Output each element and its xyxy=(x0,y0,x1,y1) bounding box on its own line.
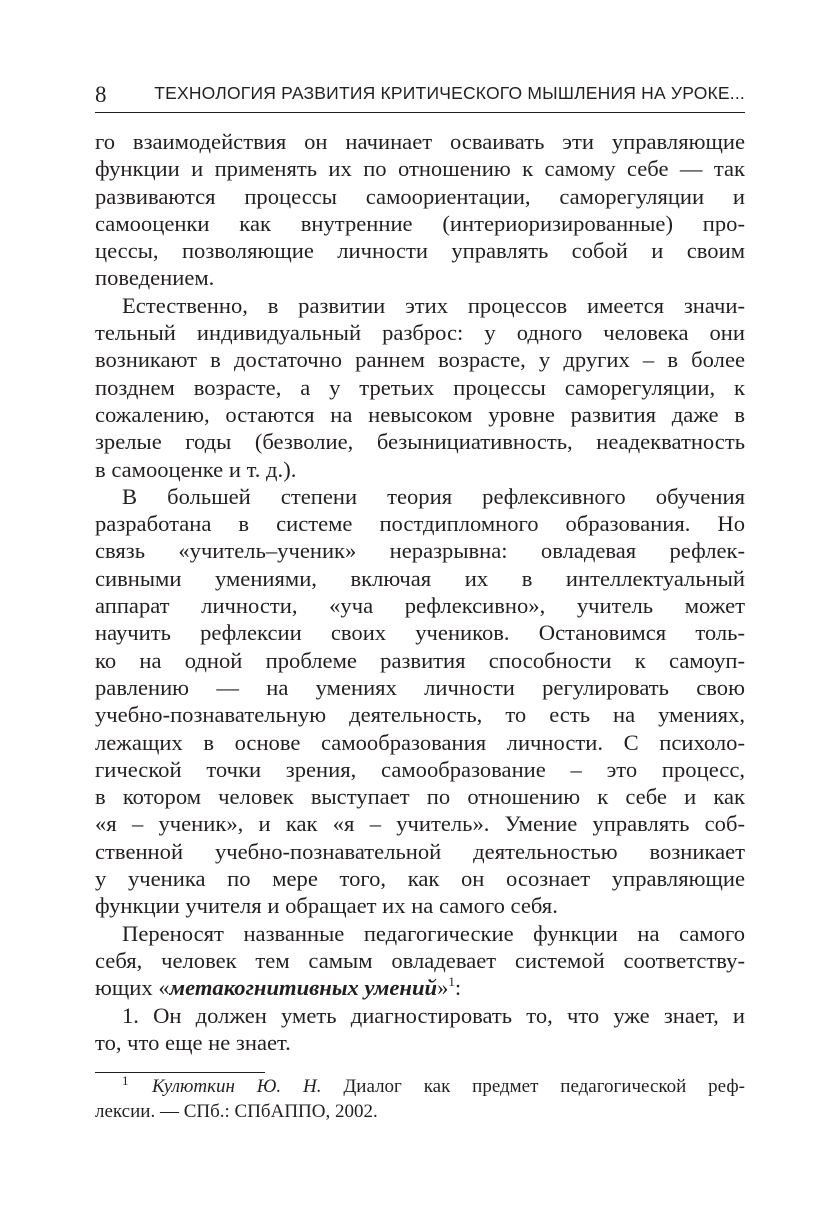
text-line: цессы, позволяющие личности управлять собой и своим xyxy=(95,238,745,264)
footnote-text: Диалог как предмет педагогической реф- xyxy=(321,1076,745,1097)
text-line xyxy=(95,974,745,1001)
text-line: ственной учебно-познавательной деятельностью возникает xyxy=(95,838,745,864)
text-line: «я – ученик», и как «я – учитель». Умение управлять соб- xyxy=(95,811,745,837)
text-line: тельный индивидуальный разброс: у одного человека они xyxy=(95,320,745,346)
text-line: то, что еще не знает. xyxy=(95,1029,291,1055)
paragraph-5 xyxy=(95,1002,745,1057)
footnote xyxy=(95,1074,745,1124)
text-line: сожалению, остаются на невысоком уровне развития даже в xyxy=(95,401,745,427)
page-number: 8 xyxy=(95,82,107,107)
text-line: гической точки зрения, самообразование – это процесс, xyxy=(95,756,745,782)
text-line: позднем возрасте, а у третьих процессы саморегуляции, к xyxy=(95,374,745,400)
footnote-author: Кулюткин Ю. Н. xyxy=(152,1076,322,1097)
text-line: себя, человек тем самым овладевает системой соответству- xyxy=(95,947,745,973)
text-line: лежащих в основе самообразования личности. С психоло- xyxy=(95,729,745,755)
text-line: равлению — на умениях личности регулировать свою xyxy=(95,674,745,700)
text-line: Естественно, в развитии этих процессов имеется значи- xyxy=(122,292,745,318)
text-fragment: ющих « xyxy=(95,975,170,1001)
text-line: научить рефлексии своих учеников. Остановимся толь- xyxy=(95,620,745,646)
text-line: поведением. xyxy=(95,265,215,291)
running-title: ТЕХНОЛОГИЯ РАЗВИТИЯ КРИТИЧЕСКОГО МЫШЛЕНИЯ НА УРОКЕ... xyxy=(154,83,745,103)
paragraph-3 xyxy=(95,483,745,920)
text-line: учебно-познавательную деятельность, то есть на умениях, xyxy=(95,702,745,728)
text-line: у ученика по мере того, как он осознает управляющие xyxy=(95,866,745,892)
footnote-reference[interactable]: 1 xyxy=(448,974,455,990)
text-line: самооценки как внутренние (интериоризированные) про- xyxy=(95,210,745,236)
text-line: возникают в достаточно раннем возрасте, у других – в более xyxy=(95,347,745,373)
running-header xyxy=(95,76,745,113)
text-line: разработана в системе постдипломного образования. Но xyxy=(95,511,745,537)
text-line: функции и применять их по отношению к самому себе — так xyxy=(95,156,745,182)
paragraph-2 xyxy=(95,292,745,483)
text-line: зрелые годы (безволие, безынициативность, неадекватность xyxy=(95,429,745,455)
text-line: аппарат личности, «уча рефлексивно», учитель может xyxy=(95,593,745,619)
emphasized-term: метакогнитивных умений xyxy=(169,975,438,1001)
text-line: в котором человек выступает по отношению к себе и как xyxy=(95,784,745,810)
text-line: связь «учитель–ученик» неразрывна: овладевая рефлек- xyxy=(95,538,745,564)
text-line: го взаимодействия он начинает осваивать эти управляющие xyxy=(95,129,745,154)
body-text xyxy=(95,128,745,1056)
text-line: развиваются процессы самоориентации, саморегуляции и xyxy=(95,183,745,209)
footnote-line: 1 Кулюткин Ю. Н. Диалог как предмет педагогической реф- xyxy=(122,1073,745,1097)
text-line: ко на одной проблеме развития способности к самоуп- xyxy=(95,647,745,673)
text-fragment: : xyxy=(454,975,462,1001)
text-line: 1. Он должен уметь диагностировать то, что уже знает, и xyxy=(122,1002,745,1028)
footnote-divider xyxy=(95,1072,265,1073)
footnote-line: лексии. — СПб.: СПбАППО, 2002. xyxy=(95,1101,378,1122)
text-line: сивными умениями, включая их в интеллектуальный xyxy=(95,565,745,591)
text-line: в самооценке и т. д.). xyxy=(95,456,297,482)
paragraph-1 xyxy=(95,128,745,292)
text-fragment: » xyxy=(437,975,449,1001)
paragraph-4 xyxy=(95,920,745,1002)
text-line: функции учителя и обращает их на самого себя. xyxy=(95,893,558,919)
text-line: В большей степени теория рефлексивного обучения xyxy=(122,483,745,509)
text-line: Переносят названные педагогические функции на самого xyxy=(122,920,745,946)
